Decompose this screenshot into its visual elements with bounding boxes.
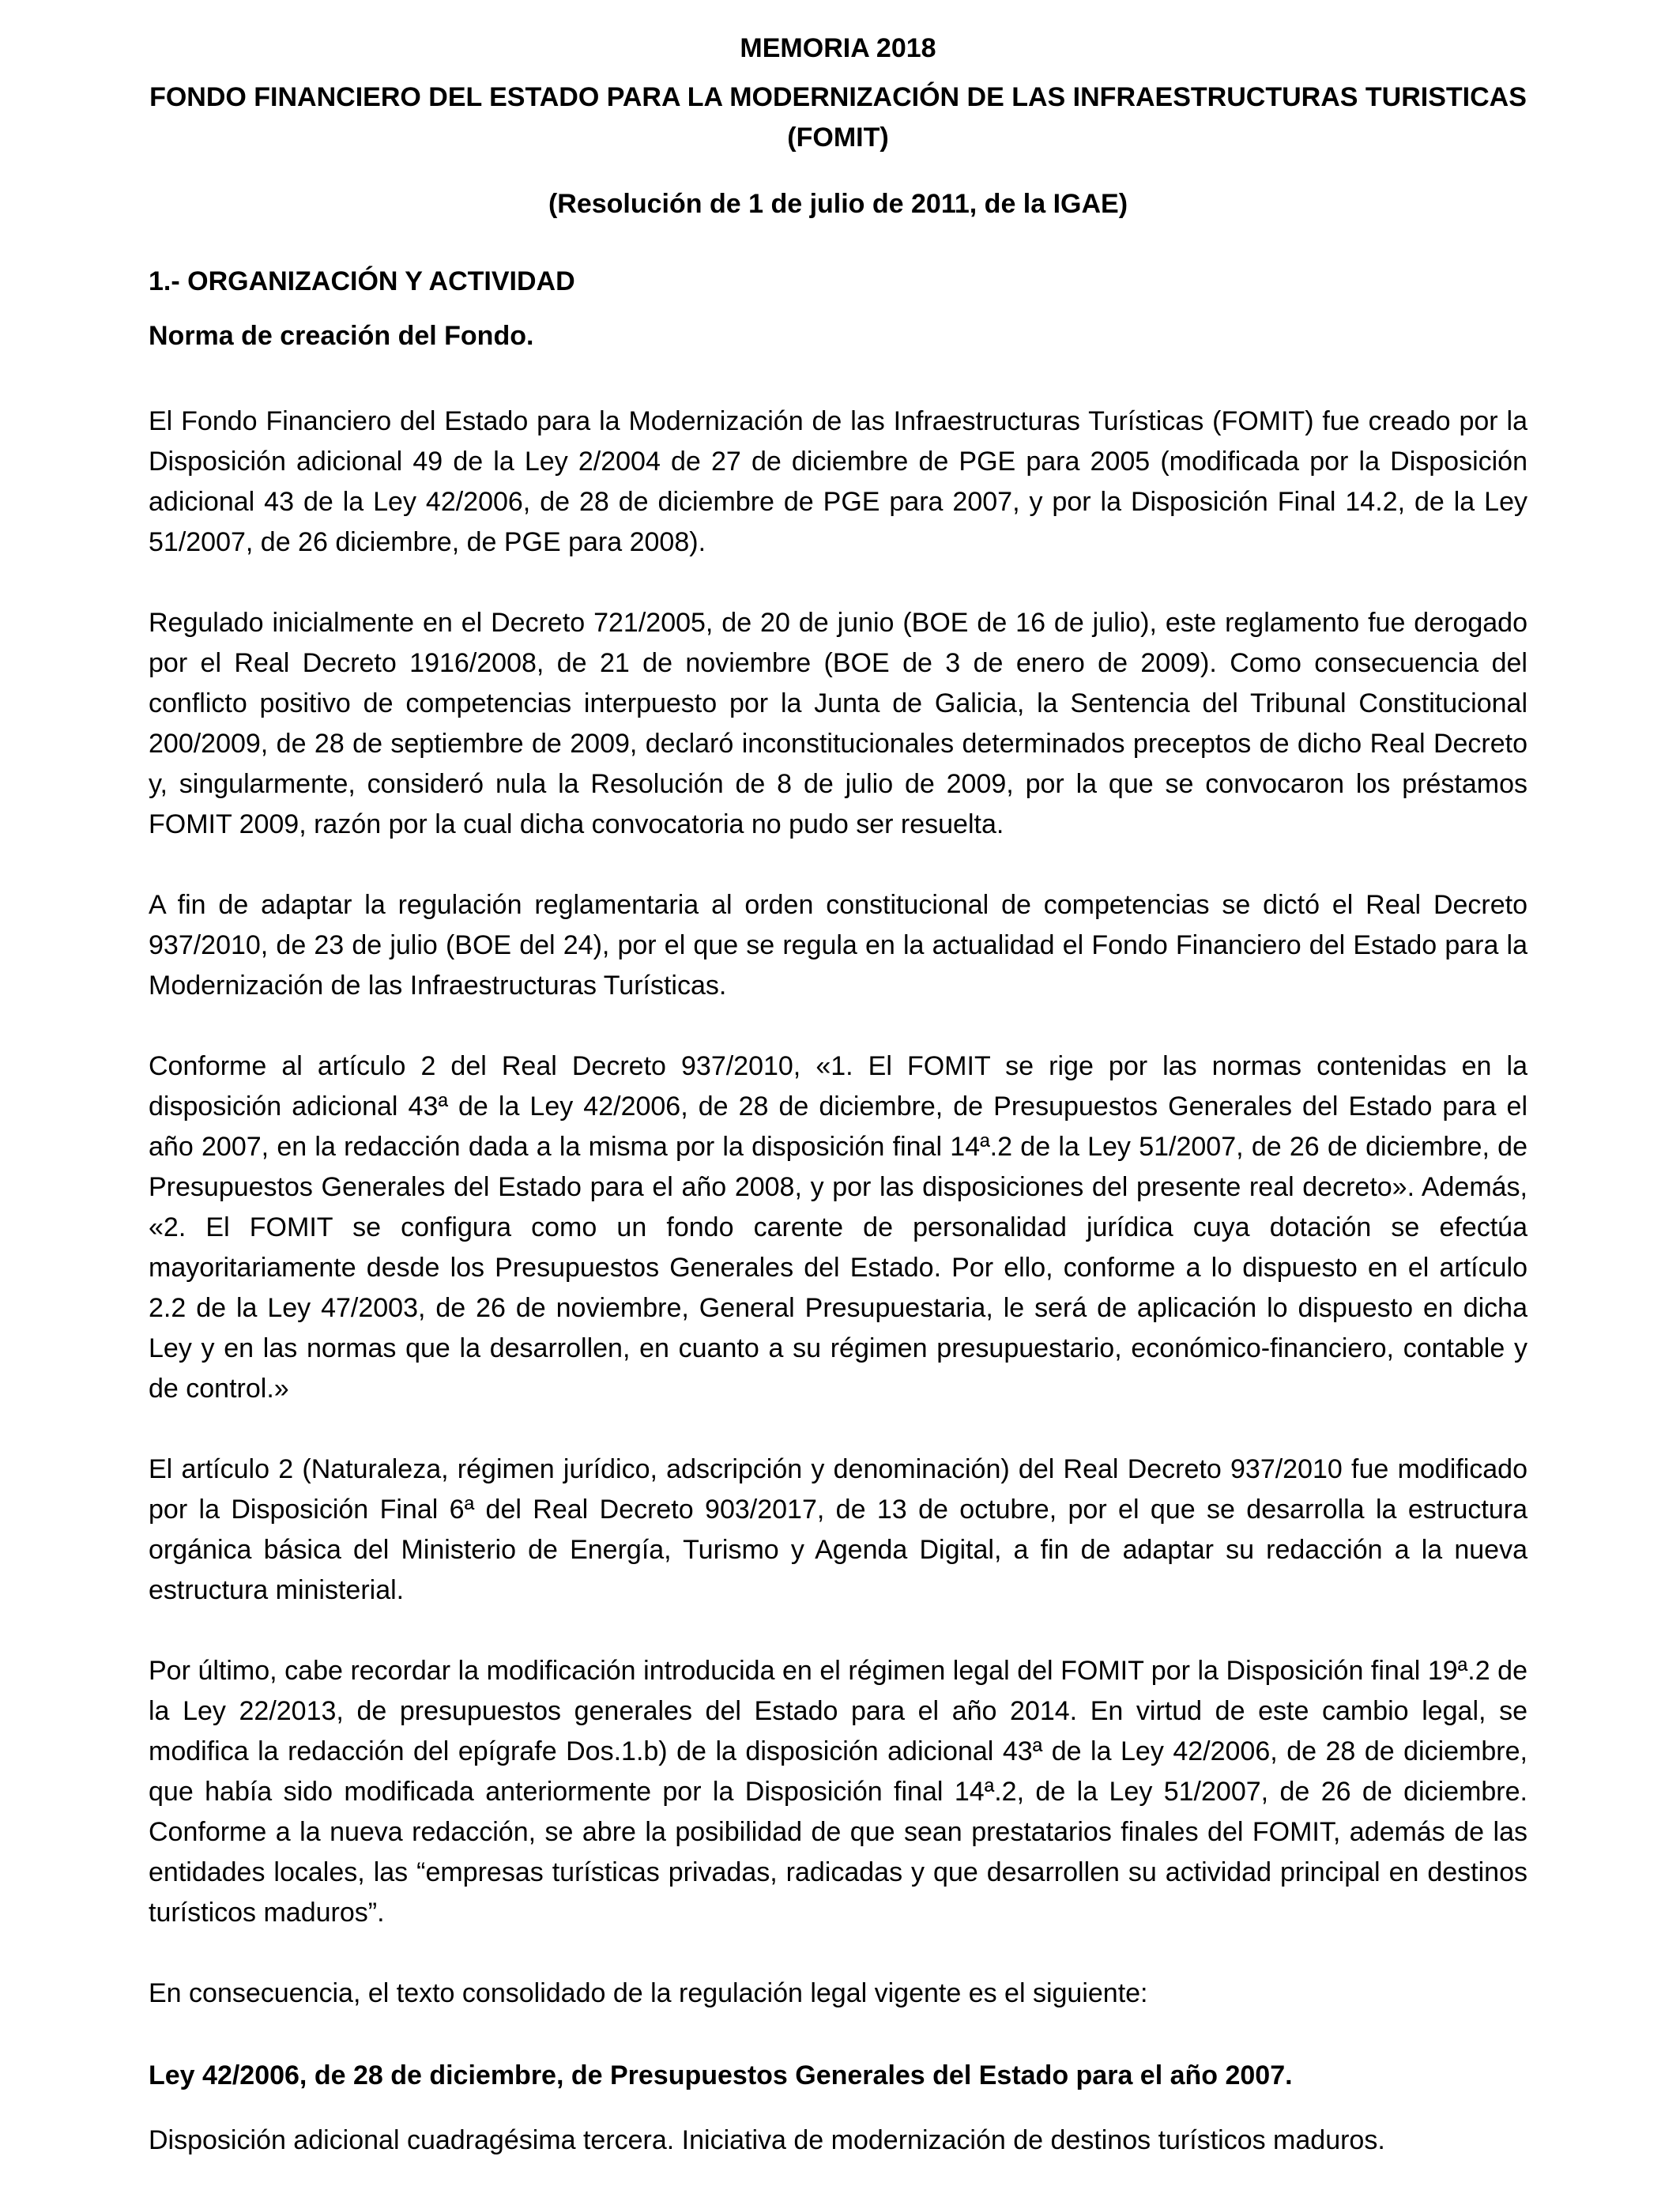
paragraph-article-2: Conforme al artículo 2 del Real Decreto 937/2010, «1. El FOMIT se rige por las normas contenidas en la disposición adicional 43ª de la Ley 42/2006, de 28 de diciembre, de Presupuestos Generales del Estado para el año 2007, en la redacción dada a la misma por la disposición final 14ª.2 de la Ley 51/2007, de 26 de diciembre, de Presupuestos Generales del Estado para el año 2008, y por las disposiciones del presente real decreto». Además, «2. El FOMIT se configura como un fondo carente de personalidad jurídica cuya dotación se efectúa mayoritariamente desde los Presupuestos Generales del Estado. Por ello, conforme a lo dispuesto en el artículo 2.2 de la Ley 47/2003, de 26 de noviembre, General Presupuestaria, le será de aplicación lo dispuesto en dicha Ley y en las normas que la desarrollen, en cuanto a su régimen presupuestario, económico-financiero, contable y de control.» bbox=[149, 1051, 1527, 1404]
section-heading: 1.- ORGANIZACIÓN Y ACTIVIDAD bbox=[149, 266, 575, 296]
document-page bbox=[149, 28, 1527, 2161]
paragraph-creation: El Fondo Financiero del Estado para la Modernización de las Infraestructuras Turísticas (FOMIT) fue creado por la Disposición adicional 49 de la Ley 2/2004 de 27 de diciembre de PGE para 2005 (modificada por la Disposición adicional 43 de la Ley 42/2006, de 28 de diciembre de PGE para 2007, y por la Disposición Final 14.2, de la Ley 51/2007, de 26 diciembre, de PGE para 2008). bbox=[149, 406, 1527, 557]
paragraph-adaptation: A fin de adaptar la regulación reglamentaria al orden constitucional de competencias se dictó el Real Decreto 937/2010, de 23 de julio (BOE del 24), por el que se regula en la actualidad el Fondo Financiero del Estado para la Modernización de las Infraestructuras Turísticas. bbox=[149, 890, 1527, 1001]
paragraph-consolidated-text: En consecuencia, el texto consolidado de la regulación legal vigente es el siguiente: bbox=[149, 1978, 1148, 2008]
law-provision: Disposición adicional cuadragésima tercera. Iniciativa de modernización de destinos turísticos maduros. bbox=[149, 2125, 1385, 2155]
document-title: MEMORIA 2018 bbox=[740, 33, 936, 63]
paragraph-modification: El artículo 2 (Naturaleza, régimen jurídico, adscripción y denominación) del Real Decreto 937/2010 fue modificado por la Disposición Final 6ª del Real Decreto 903/2017, de 13 de octubre, por el que se desarrolla la estructura orgánica básica del Ministerio de Energía, Turismo y Agenda Digital, a fin de adaptar su redacción a la nueva estructura ministerial. bbox=[149, 1454, 1527, 1605]
subsection-heading: Norma de creación del Fondo. bbox=[149, 321, 534, 351]
paragraph-final-provision: Por último, cabe recordar la modificación introducida en el régimen legal del FOMIT por la Disposición final 19ª.2 de la Ley 22/2013, de presupuestos generales del Estado para el año 2014. En virtud de este cambio legal, se modifica la redacción del epígrafe Dos.1.b) de la disposición adicional 43ª de la Ley 42/2006, de 28 de diciembre, que había sido modificada anteriormente por la Disposición final 14ª.2, de la Ley 51/2007, de 26 de diciembre. Conforme a la nueva redacción, se abre la posibilidad de que sean prestatarios finales del FOMIT, además de las entidades locales, las “empresas turísticas privadas, radicadas y que desarrollen su actividad principal en destinos turísticos maduros”. bbox=[149, 1656, 1527, 1928]
law-title: Ley 42/2006, de 28 de diciembre, de Presupuestos Generales del Estado para el año 2007. bbox=[149, 2060, 1293, 2090]
resolution-reference: (Resolución de 1 de julio de 2011, de la IGAE) bbox=[548, 189, 1128, 219]
document-subtitle: FONDO FINANCIERO DEL ESTADO PARA LA MODERNIZACIÓN DE LAS INFRAESTRUCTURAS TURISTICAS (FOMIT) bbox=[149, 82, 1527, 153]
paragraph-regulation: Regulado inicialmente en el Decreto 721/2005, de 20 de junio (BOE de 16 de julio), este reglamento fue derogado por el Real Decreto 1916/2008, de 21 de noviembre (BOE de 3 de enero de 2009). Como consecuencia del conflicto positivo de competencias interpuesto por la Junta de Galicia, la Sentencia del Tribunal Constitucional 200/2009, de 28 de septiembre de 2009, declaró inconstitucionales determinados preceptos de dicho Real Decreto y, singularmente, consideró nula la Resolución de 8 de julio de 2009, por la que se convocaron los préstamos FOMIT 2009, razón por la cual dicha convocatoria no pudo ser resuelta. bbox=[149, 608, 1527, 839]
